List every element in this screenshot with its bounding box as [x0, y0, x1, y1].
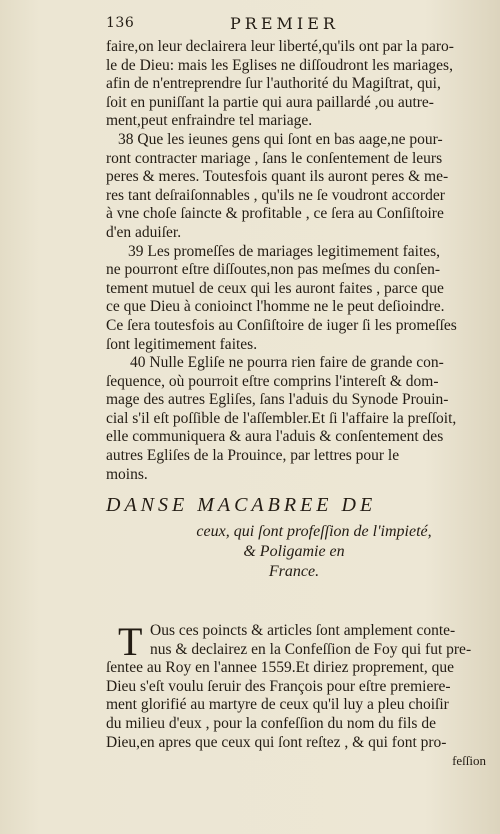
text-line: faire,on leur declairera leur liberté,qu'ils ont par la paro-: [106, 38, 454, 55]
page-number: 136: [106, 15, 135, 31]
text-line: ſont legitimement faites.: [106, 335, 258, 353]
page-header: [0, 14, 500, 38]
text-line: elle communiquera & aura l'aduis & conſentement des: [106, 428, 444, 446]
title-line-2: ceux, qui ſont profeſſion de l'impieté,: [196, 523, 432, 540]
text-line: tement mutuel de ceux qui les auront faites , parce que: [106, 279, 444, 297]
section-title: [106, 494, 482, 581]
drop-cap: T: [118, 619, 143, 664]
text-line: moins.: [106, 465, 148, 483]
text-line: du milieu d'eux , pour la confeſſion du nom du fils de: [106, 714, 436, 732]
body-text: [106, 38, 482, 484]
text-line: ment glorifié au martyre de ceux qu'il luy a pleu choiſir: [106, 696, 449, 714]
catchword: feſſion: [452, 753, 486, 769]
text-line: autres Egliſes de la Prouince, par lettres pour le: [106, 447, 400, 465]
text-line: ſequence, où pourroit eſtre comprins l'intereſt & dom-: [106, 372, 439, 390]
article-40-start: 40 Nulle Egliſe ne pourra rien faire de grande con-: [130, 354, 444, 372]
text-line: ne pourront eſtre diſſoutes,non pas meſmes du conſen-: [106, 261, 441, 279]
running-head: PREMIER: [230, 14, 339, 33]
text-line: cial s'il eſt poſſible de l'aſſembler.Et ſi l'affaire la preſſoit,: [106, 409, 457, 427]
article-38-start: 38 Que les ieunes gens qui ſont en bas aage,ne pour-: [118, 130, 443, 148]
title-line-3: & Poligamie en: [243, 543, 345, 560]
article-39-start: 39 Les promeſſes de mariages legitimement faites,: [128, 242, 441, 260]
text-line: Dieu,en apres que ceux qui ſont reſtez , & qui font pro-: [106, 733, 447, 751]
text-line: le de Dieu: mais les Eglises ne diſſoudront les mariages,: [106, 56, 453, 74]
text-line: Dieu s'eſt voulu ſeruir des François pour eſtre premiere-: [106, 677, 451, 695]
text-line: ſoit en puniſſant la partie qui aura paillardé ,ou autre-: [106, 93, 434, 111]
text-line: ront contracter mariage , ſans le conſentement de leurs: [106, 149, 443, 167]
text-line: Ous ces poincts & articles ſont amplement conte-: [150, 622, 456, 639]
text-line: ſentee au Roy en l'annee 1559.Et diriez proprement, que: [106, 659, 454, 677]
text-line: ment,peut enfraindre tel mariage.: [106, 112, 313, 130]
text-line: nus & declairez en la Confeſſion de Foy qui fut pre-: [150, 640, 472, 658]
text-line: à vne choſe ſaincte & profitable , ce ſera au Conſiſtoire: [106, 205, 444, 223]
title-line-1: DANSE MACABREE DE: [106, 494, 377, 516]
text-line: ce que Dieu à conioinct l'homme ne le peut deſioindre.: [106, 298, 445, 316]
text-line: d'en aduiſer.: [106, 223, 182, 241]
text-line: afin de n'entreprendre ſur l'authorité du Magiſtrat, qui,: [106, 75, 441, 93]
title-line-4: France.: [268, 563, 320, 580]
final-paragraph: [106, 619, 486, 771]
text-line: res tant deſraiſonnables , qu'ils ne ſe voudront accorder: [106, 186, 445, 204]
text-line: mage des autres Egliſes, ſans l'aduis du Synode Prouin-: [106, 391, 449, 409]
text-line: peres & meres. Toutesfois quant ils auront peres & me-: [106, 168, 449, 186]
text-line: Ce ſera toutesfois au Conſiſtoire de iuger ſi les promeſſes: [106, 316, 457, 334]
